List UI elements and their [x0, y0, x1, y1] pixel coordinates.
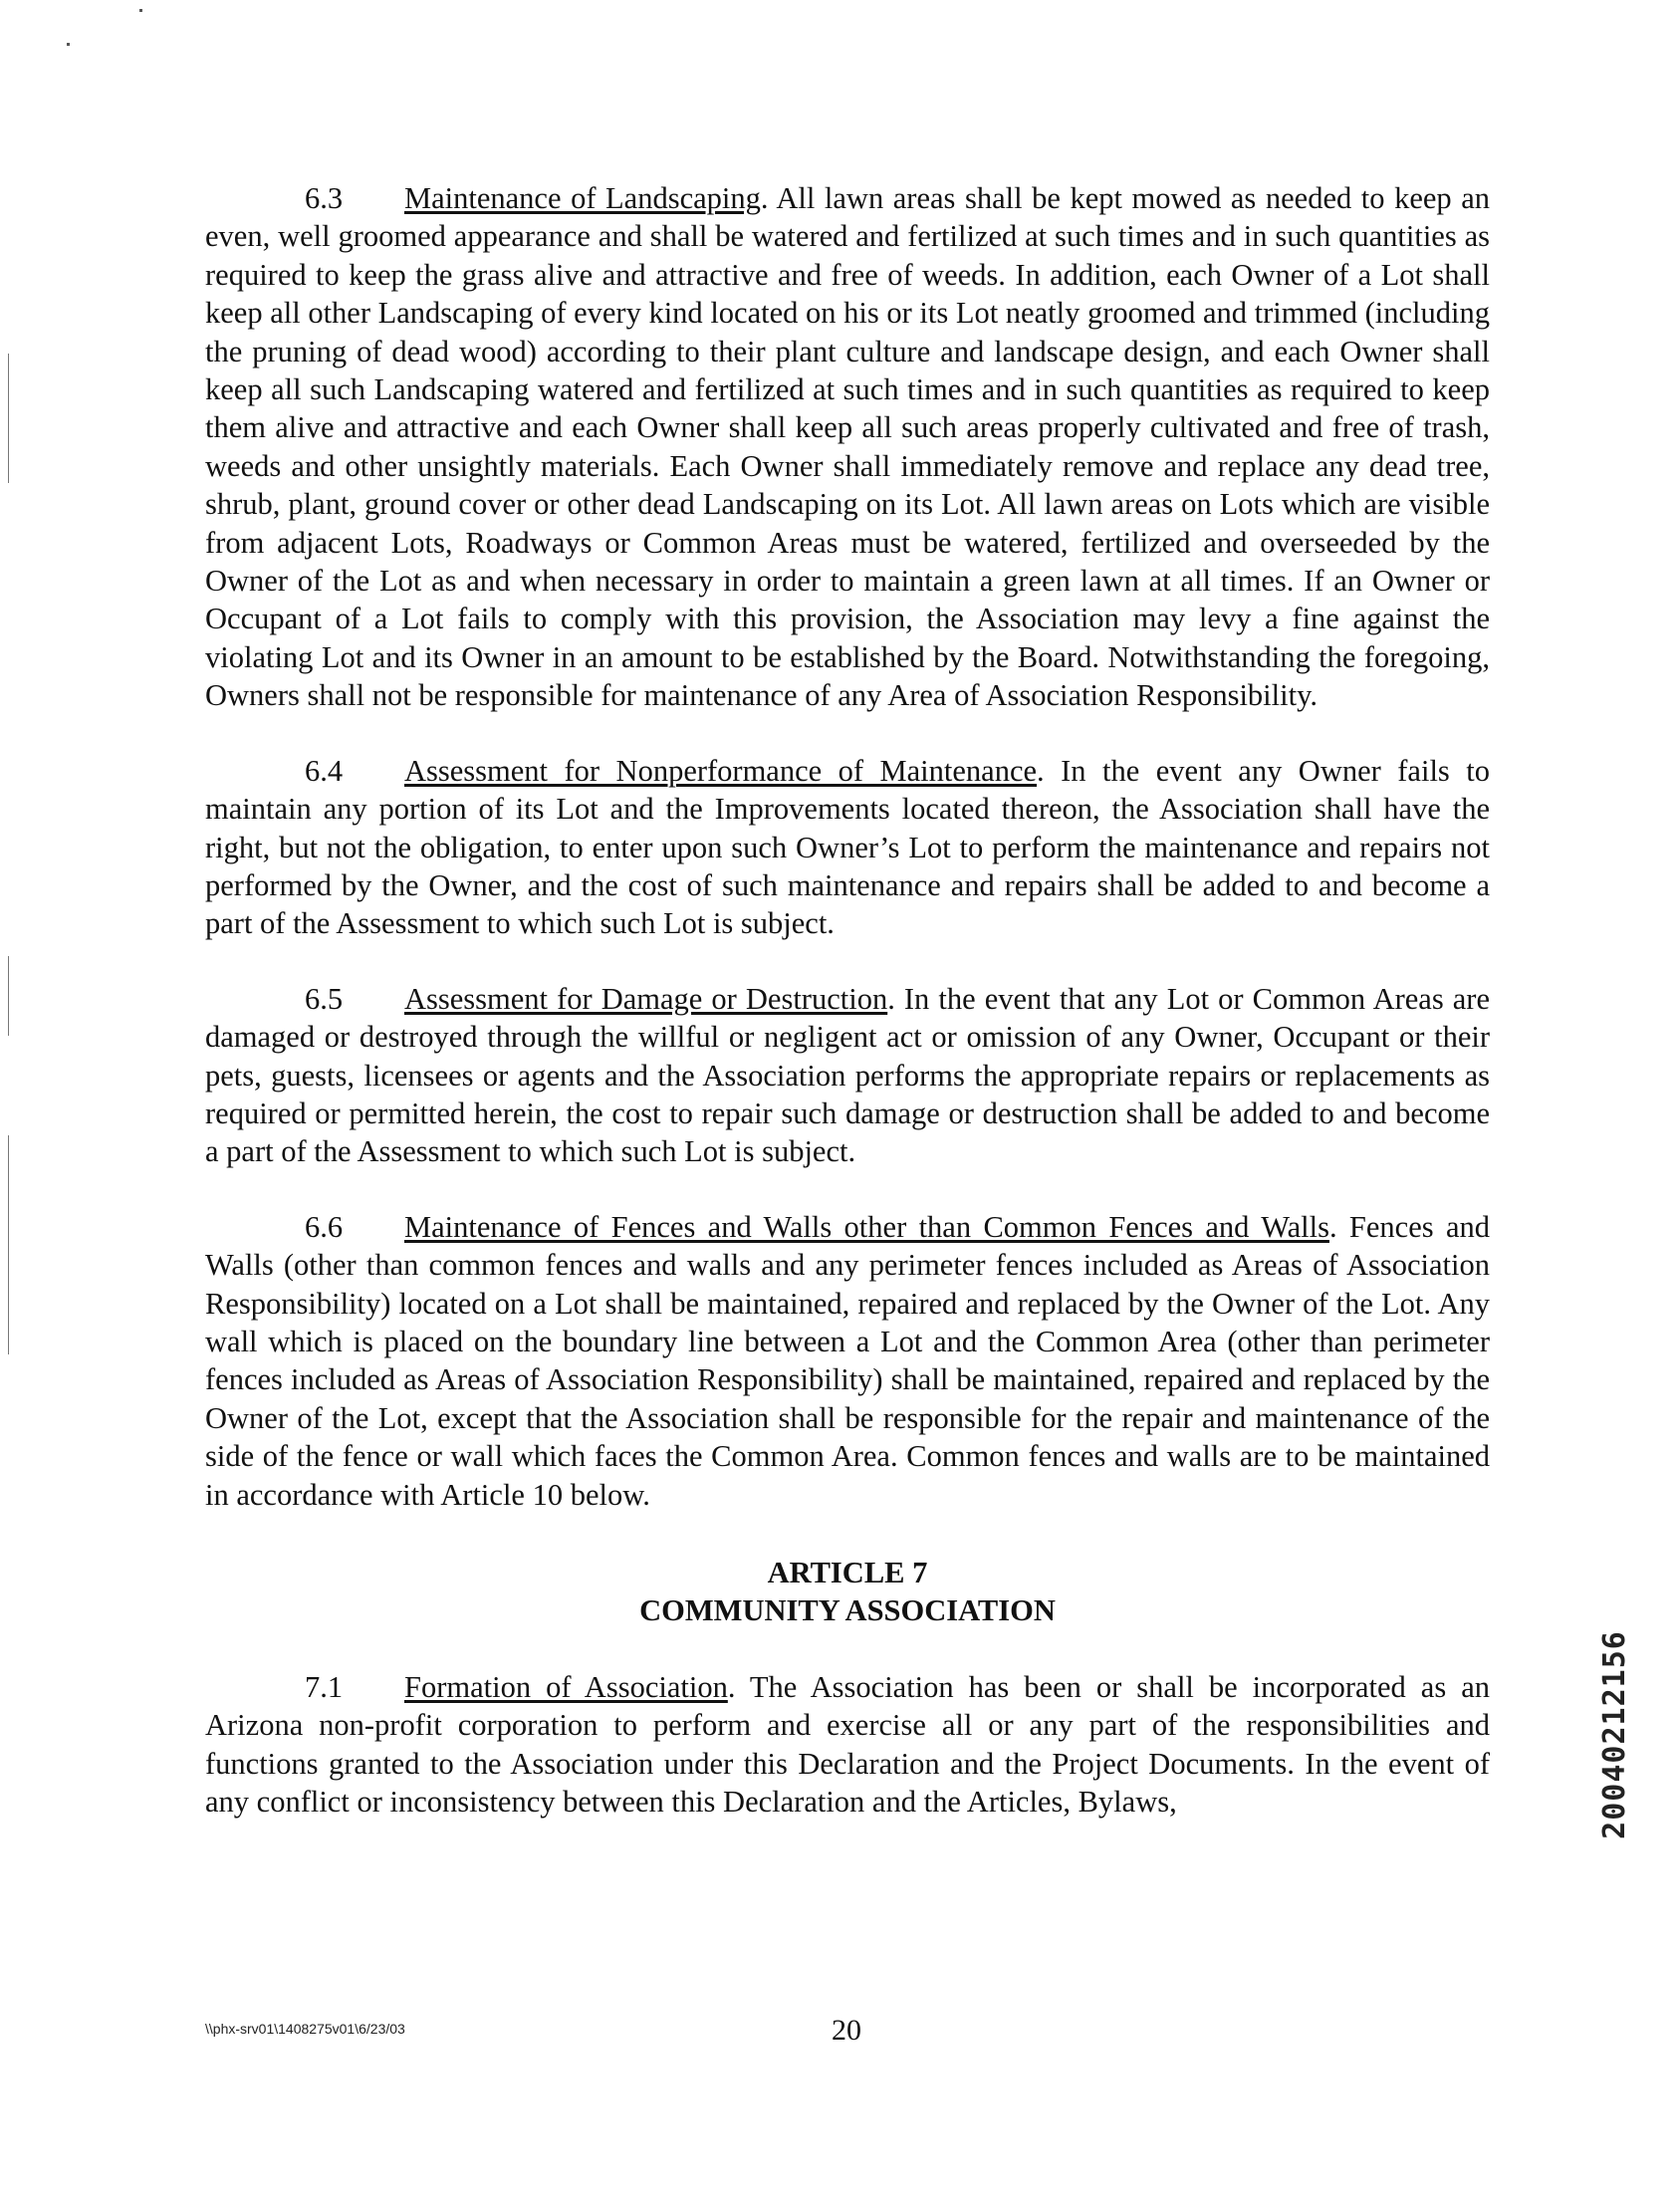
margin-mark — [8, 354, 9, 483]
margin-mark — [8, 956, 9, 1036]
page-number: 20 — [832, 2014, 861, 2047]
section-7-1 — [205, 1668, 1490, 1822]
article-heading — [205, 1554, 1490, 1630]
section-6-3 — [205, 179, 1490, 715]
section-number: 6.6 — [305, 1209, 344, 1244]
margin-mark — [8, 1135, 9, 1354]
section-text: . In the event any Owner fails to maintain any portion of its Lot and the Improvements located thereon, the Association shall have the right, but not the obligation, to enter upon such Owner’s Lot to perform the maintenance and repairs not performed by the Owner, and the cost of such maintenance and repairs shall be added to and become a part of the Assessment to which such Lot is subject. — [205, 753, 1490, 941]
document-body — [205, 179, 1490, 1821]
section-heading: Assessment for Damage or Destruction — [404, 981, 888, 1016]
section-text: . All lawn areas shall be kept mowed as needed to keep an even, well groomed appearance and shall be watered and fertilized at such times and in such quantities as required to keep the grass alive and attractive and free of weeds. In addition, each Owner of a Lot shall keep all other Landscaping of every kind located on his or its Lot neatly groomed and trimmed (including the pruning of dead wood) according to their plant culture and landscape design, and each Owner shall keep all such Landscaping watered and fertilized at such times and in such quantities as required to keep them alive and attractive and each Owner shall keep all such areas properly cultivated and free of trash, weeds and other unsightly materials. Each Owner shall immediately remove and replace any dead tree, shrub, plant, ground cover or other dead Landscaping on its Lot. All lawn areas on Lots which are visible from adjacent Lots, Roadways or Common Areas must be watered, fertilized and overseeded by the Owner of the Lot as and when necessary in order to maintain a green lawn at all times. If an Owner or Occupant of a Lot fails to comply with this provision, the Association may levy a fine against the violating Lot and its Owner in an amount to be established by the Board. Notwithstanding the foregoing, Owners shall not be responsible for maintenance of any Area of Association Responsibility. — [205, 181, 1490, 713]
section-number: 6.3 — [305, 181, 344, 215]
footer-file-path: \\phx-srv01\1408275v01\6/23/03 — [205, 2021, 405, 2037]
article-title: COMMUNITY ASSOCIATION — [639, 1593, 1056, 1628]
section-6-5 — [205, 980, 1490, 1171]
section-text: . The Association has been or shall be incorporated as an Arizona non-profit corporation to perform and exercise all or any part of the responsibilities and functions granted to the Association under this Declaration and the Project Documents. In the event of any conflict or inconsistency between this Declaration and the Articles, Bylaws, — [205, 1669, 1490, 1820]
scan-speck — [139, 9, 142, 12]
section-heading: Assessment for Nonperformance of Maintenance — [404, 753, 1038, 788]
section-number: 6.5 — [305, 981, 344, 1016]
section-heading: Formation of Association — [404, 1669, 728, 1704]
scan-speck — [67, 43, 70, 46]
section-text: . Fences and Walls (other than common fences and walls and any perimeter fences included as Areas of Association Responsibility) located on a Lot shall be maintained, repaired and replaced by the Owner of the Lot. Any wall which is placed on the boundary line between a Lot and the Common Area (other than perimeter fences included as Areas of Association Responsibility) shall be maintained, repaired and replaced by the Owner of the Lot, except that the Association shall be responsible for the repair and maintenance of the side of the fence or wall which faces the Common Area. Common fences and walls are to be maintained in accordance with Article 10 below. — [205, 1209, 1491, 1512]
section-text: . In the event that any Lot or Common Areas are damaged or destroyed through the willful or negligent act or omission of any Owner, Occupant or their pets, guests, licensees or agents and the Association performs the appropriate repairs or replacements as required or permitted herein, the cost to repair such damage or destruction shall be added to and become a part of the Assessment to which such Lot is subject. — [205, 981, 1490, 1169]
section-6-6 — [205, 1208, 1490, 1514]
section-6-4 — [205, 752, 1490, 943]
section-number: 6.4 — [305, 753, 344, 788]
section-heading: Maintenance of Fences and Walls other than Common Fences and Walls — [404, 1209, 1329, 1244]
section-number: 7.1 — [305, 1669, 344, 1704]
section-heading: Maintenance of Landscaping — [404, 181, 761, 215]
article-number: ARTICLE 7 — [767, 1556, 928, 1589]
recording-number: 20040212156 — [1597, 1630, 1632, 1839]
